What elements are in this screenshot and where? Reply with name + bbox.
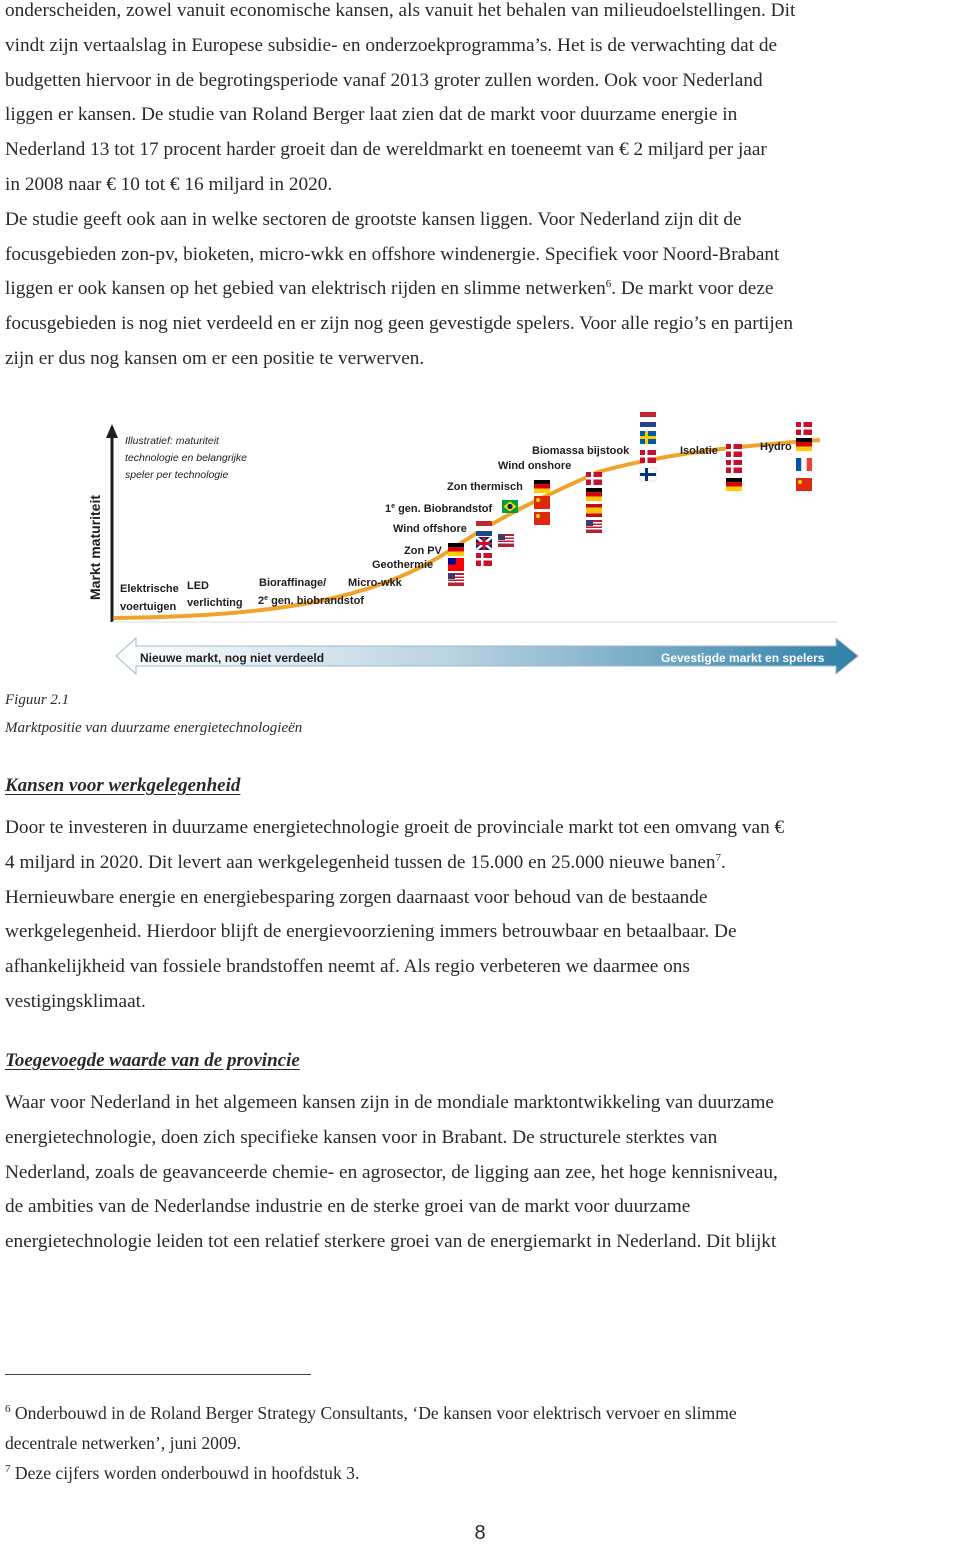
text-line: Nederland, zoals de geavanceerde chemie- en agrosector, de ligging aan zee, het hoge kennisniveau,	[5, 1161, 778, 1183]
figure-caption-label: Figuur 2.1	[5, 692, 70, 708]
arrow-label-established: Gevestigde markt en spelers	[661, 651, 825, 665]
footnote-ref-6: 6	[605, 278, 612, 291]
tech-label-micro-wkk: Micro-wkk	[348, 577, 402, 589]
arrow-label-new-market: Nieuwe markt, nog niet verdeeld	[140, 651, 325, 665]
flag-icon	[640, 412, 656, 427]
text-line: budgetten hiervoor in de begrotingsperiode vanaf 2013 groter zullen worden. Ook voor Nederland	[5, 69, 763, 91]
flag-icon	[796, 438, 812, 451]
label-part: gen. Biobrandstof	[395, 503, 493, 515]
footnote-mark: 7	[5, 1463, 11, 1475]
flag-icon	[726, 460, 742, 473]
footnote-ref-7: 7	[715, 851, 722, 864]
label-part: gen. biobrandstof	[268, 595, 364, 607]
flag-icon	[476, 537, 492, 550]
footnote-text: Onderbouwd in de Roland Berger Strategy Consultants, ‘De kansen voor elektrisch vervoer en slimme	[10, 1403, 737, 1423]
flag-icon	[448, 558, 464, 571]
text-line: liggen er kansen. De studie van Roland Berger laat zien dat de markt voor duurzame energie in	[5, 104, 738, 126]
tech-label-led	[187, 580, 243, 609]
tech-label-biomassa: Biomassa bijstook	[532, 445, 630, 457]
label-part: verlichting	[187, 597, 243, 609]
text-line: de ambities van de Nederlandse industrie en de sterke groei van de markt voor duurzame	[5, 1196, 691, 1218]
flag-icon	[796, 422, 812, 435]
note-line: technologie en belangrijke	[125, 452, 248, 464]
flag-icon	[586, 520, 602, 533]
footnote-text: decentrale netwerken’, juni 2009.	[5, 1433, 241, 1453]
intro-paragraph	[5, 0, 957, 377]
text-line: focusgebieden is nog niet verdeeld en er zijn nog geen gevestigde spelers. Voor alle regio’s en partijen	[5, 313, 793, 335]
flag-icon	[534, 512, 550, 525]
y-axis-label: Markt maturiteit	[87, 494, 103, 600]
note-line: Illustratief: maturiteit	[125, 435, 219, 447]
flag-icon	[586, 472, 602, 485]
figure-graphic	[78, 400, 878, 690]
text-line: vestigingsklimaat.	[5, 990, 146, 1012]
tech-label-geothermie: Geothermie	[372, 559, 434, 571]
label-sup: e	[391, 503, 396, 510]
flag-icon	[640, 431, 656, 444]
text-line: Nederland 13 tot 17 procent harder groeit dan de wereldmarkt en toeneemt van € 2 miljard per jaar	[5, 139, 767, 161]
text-line: focusgebieden zon-pv, bioketen, micro-wkk en offshore windenergie. Specifiek voor Noord-Brabant	[5, 243, 780, 265]
figure-caption-title: Marktpositie van duurzame energietechnologieën	[5, 720, 303, 736]
footnote-mark: 6	[5, 1403, 11, 1415]
tech-label-1e-gen	[385, 503, 493, 515]
text-fragment: liggen er ook kansen op het gebied van elektrisch rijden en slimme netwerken	[5, 278, 606, 300]
label-sup: e	[264, 595, 269, 602]
flag-icon	[502, 500, 518, 513]
tech-label-wind-onshore: Wind onshore	[498, 460, 572, 472]
illustration-note	[125, 435, 250, 481]
text-line	[5, 272, 957, 307]
market-maturity-figure	[78, 400, 878, 690]
text-line: in 2008 naar € 10 tot € 16 miljard in 2020.	[5, 173, 333, 195]
tech-label-elektrische-voertuigen	[120, 583, 182, 613]
werkgelegenheid-paragraph	[5, 811, 957, 1020]
flag-icon	[448, 543, 464, 556]
tech-label-zon-pv: Zon PV	[404, 545, 442, 557]
flag-icon	[534, 496, 550, 509]
y-axis-arrowhead	[106, 424, 118, 438]
label-part: voertuigen	[120, 601, 177, 613]
flag-icon	[534, 480, 550, 493]
flag-icon	[796, 478, 812, 491]
text-fragment: . De markt voor deze	[611, 278, 774, 300]
text-fragment: .	[721, 851, 726, 873]
tech-label-zon-thermisch: Zon thermisch	[447, 481, 523, 493]
text-line: afhankelijkheid van fossiele brandstoffen neemt af. Als regio verbeteren we daarmee ons	[5, 956, 690, 978]
flag-icon	[476, 521, 492, 536]
footnote-7	[5, 1458, 955, 1488]
tech-label-bioraffinage: Bioraffinage/	[259, 577, 327, 589]
footnote-text: Deze cijfers worden onderbouwd in hoofdstuk 3.	[10, 1463, 360, 1483]
text-line: Waar voor Nederland in het algemeen kansen zijn in de mondiale marktontwikkeling van duurzame	[5, 1092, 774, 1113]
flag-icon	[586, 504, 602, 517]
text-line	[5, 846, 957, 881]
text-line: Door te investeren in duurzame energietechnologie groeit de provinciale markt tot een omvang van €	[5, 817, 785, 838]
flag-icon	[498, 534, 514, 547]
page-number: 8	[474, 1522, 486, 1544]
flag-icon	[726, 478, 742, 491]
label-part: Elektrische	[120, 583, 179, 595]
text-line: Hernieuwbare energie en energiebesparing zorgen daarnaast voor behoud van de bestaande	[5, 886, 708, 908]
flag-icon	[726, 444, 742, 457]
tech-label-hydro: Hydro	[760, 441, 792, 453]
tech-label-isolatie: Isolatie	[680, 445, 718, 457]
text-fragment: 4 miljard in 2020. Dit levert aan werkgelegenheid tussen de 15.000 en 25.000 nieuwe banen	[5, 851, 716, 873]
label-part: 1	[385, 503, 392, 515]
footnote-6	[5, 1398, 955, 1458]
toegevoegde-waarde-paragraph	[5, 1086, 957, 1260]
footnote-divider	[5, 1374, 311, 1375]
section-heading-toegevoegde-waarde: Toegevoegde waarde van de provincie	[5, 1050, 300, 1071]
maturity-curve	[114, 440, 820, 618]
flag-icon	[448, 573, 464, 586]
text-line: vindt zijn vertaalslag in Europese subsidie- en onderzoekprogramma’s. Het is de verwachting dat de	[5, 34, 778, 56]
section-heading-werkgelegenheid: Kansen voor werkgelegenheid	[5, 775, 241, 796]
text-line: energietechnologie, doen zich specifieke kansen voor in Brabant. De structurele sterktes van	[5, 1126, 718, 1148]
flag-icon	[796, 458, 812, 471]
tech-label-wind-offshore: Wind offshore	[393, 523, 467, 535]
text-line: De studie geeft ook aan in welke sectoren de grootste kansen liggen. Voor Nederland zijn dit de	[5, 208, 742, 230]
flag-icon	[586, 488, 602, 501]
tech-label-2e-gen	[258, 595, 364, 607]
flag-icon	[640, 450, 656, 463]
note-line: speler per technologie	[125, 469, 229, 481]
text-line: zijn er dus nog kansen om er een positie te verwerven.	[5, 347, 425, 369]
flag-icons	[448, 412, 812, 586]
label-part: LED	[187, 580, 209, 592]
flag-icon	[640, 468, 656, 481]
text-line: werkgelegenheid. Hierdoor blijft de energievoorziening immers betrouwbaar en betaalbaar. De	[5, 921, 737, 943]
text-line: energietechnologie leiden tot een relatief sterkere groei van de energiemarkt in Nederland. Dit blijkt	[5, 1231, 777, 1253]
flag-icon	[476, 553, 492, 566]
label-part: 2	[258, 595, 265, 607]
text-line: onderscheiden, zowel vanuit economische kansen, als vanuit het behalen van milieudoelstellingen. Dit	[5, 0, 796, 21]
